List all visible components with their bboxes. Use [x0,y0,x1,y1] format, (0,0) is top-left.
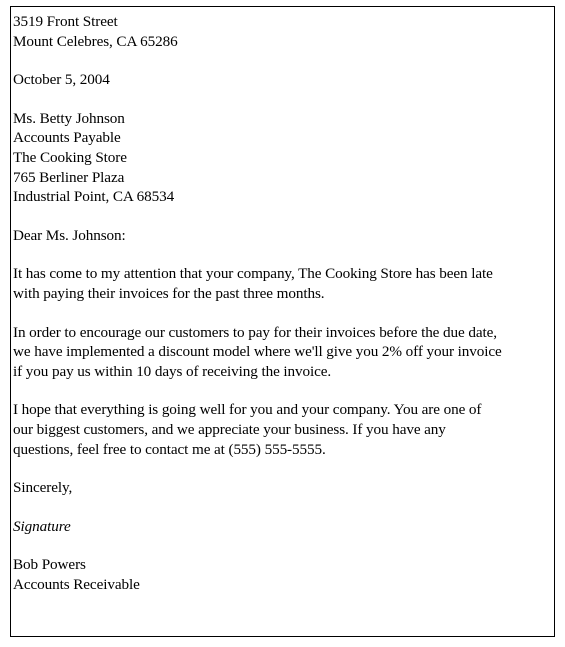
recipient-department: Accounts Payable [13,129,121,147]
recipient-name: Ms. Betty Johnson [13,109,125,127]
letter-frame [10,6,555,637]
closing: Sincerely, [13,479,73,497]
letter-body [13,12,554,594]
paragraph-3 [13,400,554,459]
paragraph-1 [13,264,554,303]
spacer [13,381,554,400]
spacer [13,207,554,226]
spacer [13,245,554,264]
spacer [13,498,554,517]
paragraph-line: I hope that everything is going well for you and your company. You are one of [13,401,482,419]
signer-name: Bob Powers [13,556,86,574]
paragraph-line: with paying their invoices for the past three months. [13,284,325,302]
paragraph-line: It has come to my attention that your company, The Cooking Store has been late [13,265,493,283]
sender-address [13,12,554,51]
recipient-address [13,109,554,207]
signer-title: Accounts Receivable [13,575,140,593]
spacer [13,459,554,478]
paragraph-line: we have implemented a discount model where we'll give you 2% off your invoice [13,343,502,361]
letter-date: October 5, 2004 [13,71,110,89]
spacer [13,536,554,555]
spacer [13,90,554,109]
signature: Signature [13,517,71,535]
paragraph-2 [13,323,554,382]
recipient-company: The Cooking Store [13,148,127,166]
paragraph-line: our biggest customers, and we appreciate your business. If you have any [13,420,446,438]
paragraph-line: In order to encourage our customers to pay for their invoices before the due date, [13,323,497,341]
salutation: Dear Ms. Johnson: [13,226,126,244]
signer-block [13,555,554,594]
paragraph-line: questions, feel free to contact me at (555) 555-5555. [13,440,326,458]
recipient-street: 765 Berliner Plaza [13,168,125,186]
recipient-city-line: Industrial Point, CA 68534 [13,188,175,206]
sender-street: 3519 Front Street [13,13,118,30]
spacer [13,51,554,70]
paragraph-line: if you pay us within 10 days of receiving the invoice. [13,362,332,380]
spacer [13,304,554,323]
sender-city-line: Mount Celebres, CA 65286 [13,32,178,50]
